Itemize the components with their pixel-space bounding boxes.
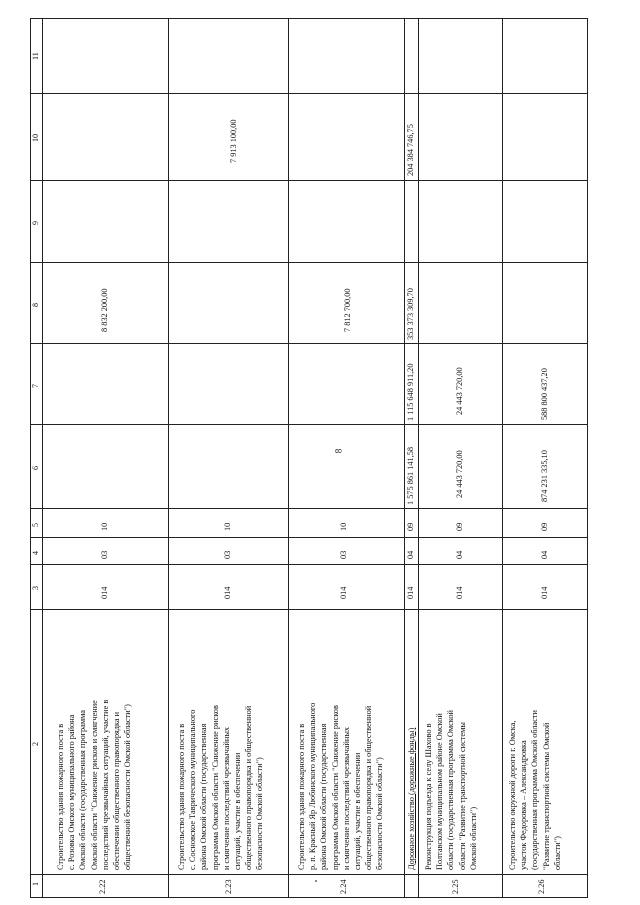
cell-c7: 24 443 720,00 <box>455 367 464 415</box>
cell-c5: 10 <box>223 522 232 531</box>
column-divider <box>30 343 588 344</box>
cell-c7: 1 115 648 911,20 <box>406 363 415 421</box>
header-col-5: 5 <box>31 523 40 527</box>
header-col-1: 1 <box>31 882 40 886</box>
cell-c7: 588 800 437,20 <box>540 368 549 420</box>
header-col-10: 10 <box>31 134 40 142</box>
row-name: Строительство окружной дороги г. Омска, участок Федоровка – Александровка (государственная программа Омской области "Развитие транспортной системы Омской области") <box>508 710 562 870</box>
cell-c5: 09 <box>406 522 415 531</box>
cell-c3: 014 <box>540 586 549 599</box>
cell-c3: 014 <box>339 586 348 599</box>
column-divider <box>30 262 588 263</box>
scan-speck <box>315 880 317 882</box>
header-col-8: 8 <box>31 303 40 307</box>
cell-c3: 014 <box>406 586 415 599</box>
table-border <box>30 18 588 19</box>
cell-c3: 014 <box>455 586 464 599</box>
row-divider <box>288 18 289 898</box>
cell-c4: 04 <box>406 550 415 559</box>
cell-c8: 353 373 309,70 <box>406 288 415 340</box>
table-border <box>587 18 588 898</box>
row-name: Реконструкция подъезда к селу Шахово в Полтавском муниципальном районе Омской области (государственная программа Омской области "Развитие транспортной системы Омской области") <box>424 710 478 870</box>
column-divider <box>30 424 588 425</box>
header-col-6: 6 <box>31 466 40 470</box>
cell-c3: 014 <box>223 586 232 599</box>
cell-c6: 874 231 335,10 <box>540 450 549 502</box>
header-col-2: 2 <box>31 742 40 746</box>
column-divider <box>30 609 588 610</box>
budget-table <box>30 18 588 898</box>
cell-c5: 10 <box>339 522 348 531</box>
row-id: 2.25 <box>451 879 460 894</box>
column-divider <box>30 93 588 94</box>
cell-c4: 03 <box>223 550 232 559</box>
column-divider <box>30 564 588 565</box>
cell-c10: 204 384 746,75 <box>406 124 415 176</box>
cell-c6: 1 575 861 141,58 <box>406 446 415 505</box>
header-col-3: 3 <box>31 586 40 590</box>
cell-c4: 03 <box>339 550 348 559</box>
row-id: 2.23 <box>224 879 233 894</box>
table-border <box>30 897 588 898</box>
column-divider <box>30 537 588 538</box>
section-title: Дорожное хозяйство (дорожные фонды) <box>407 727 416 870</box>
cell-c4: 04 <box>540 550 549 559</box>
cell-c4: 03 <box>100 550 109 559</box>
row-divider <box>42 18 43 898</box>
header-col-9: 9 <box>31 221 40 225</box>
row-id: 2.22 <box>98 879 107 894</box>
row-name: Строительство здания пожарного поста в с. Розовка Омского муниципального района Омской области (государственная программа Омской области "Снижение рисков и смягчение последствий чрезвычайных ситуаций, участие в обеспечении общественного правопорядка и общественной безопасности Омской области") <box>56 699 133 870</box>
cell-c3: 014 <box>100 586 109 599</box>
cell-c5: 09 <box>455 522 464 531</box>
cell-c5: 09 <box>540 522 549 531</box>
cell-c8: 8 832 200,00 <box>100 288 109 332</box>
row-divider <box>418 18 419 898</box>
row-name: Строительство здания пожарного поста в р. п. Красный Яр Любинского муниципального района Омской области (государственная программа Омской области "Снижение рисков и смягчение последствий чрезвычайных ситуаций, участие в обеспечении общественного правопорядка и общественной безопасности Омской области") <box>297 702 385 870</box>
cell-c8: 7 812 700,00 <box>343 288 352 332</box>
header-col-7: 7 <box>31 384 40 388</box>
row-id: 2.24 <box>339 879 348 894</box>
row-divider <box>404 18 405 898</box>
cell-c6: 24 443 720,00 <box>455 450 464 498</box>
column-divider <box>30 874 588 875</box>
row-divider <box>502 18 503 898</box>
header-col-11: 11 <box>31 52 40 60</box>
row-id: 2.26 <box>537 879 546 894</box>
cell-c4: 04 <box>455 550 464 559</box>
cell-c5: 10 <box>100 522 109 531</box>
table-border <box>30 18 31 898</box>
row-divider <box>168 18 169 898</box>
row-name: Строительство здания пожарного поста в с. Сосновское Таврического муниципального района Омской области (государственная программа Омской области "Снижение рисков и смягчение последствий чрезвычайных ситуаций, участие в обеспечении общественного правопорядка и общественной безопасности Омской области") <box>177 705 265 870</box>
header-col-4: 4 <box>31 551 40 555</box>
column-divider <box>30 180 588 181</box>
cell-c10: 7 913 100,00 <box>229 119 238 163</box>
page-number: 8 <box>333 448 344 454</box>
column-divider <box>30 508 588 509</box>
